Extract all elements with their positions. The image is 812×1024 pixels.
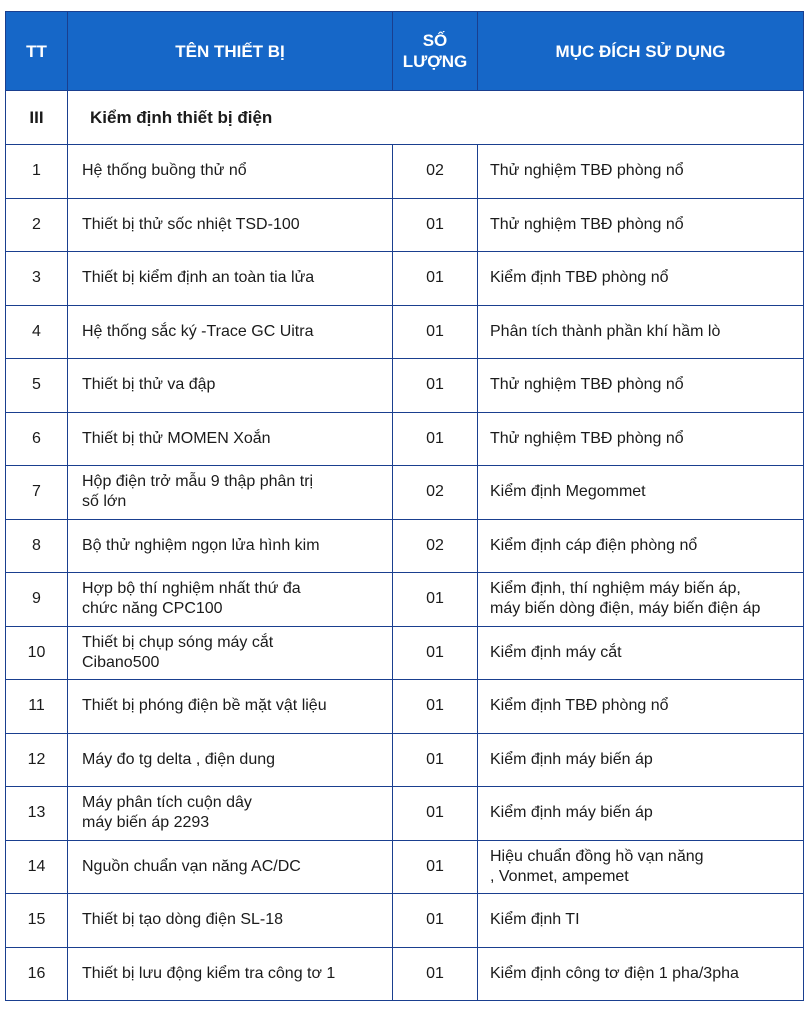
row-name: Thiết bị lưu động kiểm tra công tơ 1	[68, 947, 393, 1001]
row-tt: 9	[6, 573, 68, 627]
row-name-line1: Máy phân tích cuộn dây	[82, 794, 252, 812]
table-header	[6, 12, 804, 91]
row-name-line2: chức năng CPC100	[82, 600, 223, 618]
row-purpose	[478, 840, 804, 894]
row-name-line1: Thiết bị chụp sóng máy cắt	[82, 633, 274, 651]
row-purpose: Kiểm định TBĐ phòng nổ	[478, 252, 804, 306]
row-tt: 1	[6, 145, 68, 199]
row-purpose: Kiểm định máy biến áp	[478, 733, 804, 787]
row-name: Máy đo tg delta , điện dung	[68, 733, 393, 787]
row-qty: 01	[393, 359, 478, 413]
row-tt: 7	[6, 466, 68, 520]
row-qty: 01	[393, 733, 478, 787]
row-tt: 2	[6, 198, 68, 252]
row-name-line2: máy biến áp 2293	[82, 814, 210, 832]
row-purpose: Kiểm định công tơ điện 1 pha/3pha	[478, 947, 804, 1001]
row-purpose-line2: máy biến dòng điện, máy biến điện áp	[490, 600, 761, 618]
table-row	[6, 252, 804, 306]
row-name	[68, 787, 393, 841]
row-name	[68, 626, 393, 680]
header-tt: TT	[6, 12, 68, 91]
row-name-line2: số lớn	[82, 493, 127, 511]
table-row	[6, 947, 804, 1001]
row-purpose: Phân tích thành phần khí hầm lò	[478, 305, 804, 359]
section-number: III	[6, 91, 68, 145]
table-row	[6, 145, 804, 199]
row-qty: 01	[393, 947, 478, 1001]
row-tt: 10	[6, 626, 68, 680]
header-qty	[393, 12, 478, 91]
row-tt: 14	[6, 840, 68, 894]
row-name: Hệ thống sắc ký -Trace GC Uitra	[68, 305, 393, 359]
row-name: Thiết bị phóng điện bề mặt vật liệu	[68, 680, 393, 734]
section-title: Kiểm định thiết bị điện	[68, 91, 804, 145]
table-row	[6, 305, 804, 359]
row-purpose: Kiểm định máy cắt	[478, 626, 804, 680]
row-purpose: Kiểm định TBĐ phòng nổ	[478, 680, 804, 734]
row-name-line1: Hợp bộ thí nghiệm nhất thứ đa	[82, 580, 301, 598]
row-qty: 01	[393, 252, 478, 306]
row-purpose-line1: Kiểm định, thí nghiệm máy biến áp,	[490, 580, 741, 598]
row-tt: 15	[6, 894, 68, 948]
row-tt: 5	[6, 359, 68, 413]
section-row	[6, 91, 804, 145]
row-qty: 01	[393, 412, 478, 466]
row-purpose: Thử nghiệm TBĐ phòng nổ	[478, 145, 804, 199]
row-name: Hệ thống buồng thử nổ	[68, 145, 393, 199]
row-qty: 01	[393, 198, 478, 252]
row-qty: 01	[393, 626, 478, 680]
table-row	[6, 466, 804, 520]
row-name: Thiết bị thử sốc nhiệt TSD-100	[68, 198, 393, 252]
row-name: Nguồn chuẩn vạn năng AC/DC	[68, 840, 393, 894]
row-purpose: Kiểm định Megommet	[478, 466, 804, 520]
row-purpose: Kiểm định cáp điện phòng nổ	[478, 519, 804, 573]
row-tt: 3	[6, 252, 68, 306]
row-name: Thiết bị kiểm định an toàn tia lửa	[68, 252, 393, 306]
table-row	[6, 894, 804, 948]
row-name: Thiết bị thử MOMEN Xoắn	[68, 412, 393, 466]
row-purpose-line2: , Vonmet, ampemet	[490, 867, 629, 885]
row-name	[68, 466, 393, 520]
row-qty: 01	[393, 787, 478, 841]
row-purpose: Kiểm định TI	[478, 894, 804, 948]
row-tt: 6	[6, 412, 68, 466]
row-qty: 01	[393, 894, 478, 948]
table-row	[6, 359, 804, 413]
table-row	[6, 198, 804, 252]
header-qty-line2: LƯỢNG	[402, 52, 468, 71]
row-name: Thiết bị thử va đập	[68, 359, 393, 413]
row-qty: 01	[393, 840, 478, 894]
row-purpose: Thử nghiệm TBĐ phòng nổ	[478, 359, 804, 413]
table-row	[6, 626, 804, 680]
table-row	[6, 840, 804, 894]
equipment-table	[5, 11, 804, 1001]
table-row	[6, 733, 804, 787]
row-purpose: Kiểm định máy biến áp	[478, 787, 804, 841]
row-qty: 01	[393, 305, 478, 359]
row-purpose	[478, 573, 804, 627]
row-name	[68, 573, 393, 627]
row-name-line1: Hộp điện trở mẫu 9 thập phân trị	[82, 473, 314, 491]
row-qty: 02	[393, 466, 478, 520]
row-qty: 01	[393, 573, 478, 627]
row-name: Bộ thử nghiệm ngọn lửa hình kim	[68, 519, 393, 573]
row-name: Thiết bị tạo dòng điện SL-18	[68, 894, 393, 948]
row-qty: 02	[393, 519, 478, 573]
row-tt: 4	[6, 305, 68, 359]
table-row	[6, 573, 804, 627]
table-row	[6, 519, 804, 573]
header-qty-line1: SỐ	[422, 31, 448, 50]
table-row	[6, 680, 804, 734]
row-qty: 02	[393, 145, 478, 199]
table-row	[6, 787, 804, 841]
header-name: TÊN THIẾT BỊ	[68, 12, 393, 91]
row-name-line2: Cibano500	[82, 653, 160, 671]
row-tt: 16	[6, 947, 68, 1001]
row-tt: 11	[6, 680, 68, 734]
row-purpose: Thử nghiệm TBĐ phòng nổ	[478, 198, 804, 252]
row-tt: 13	[6, 787, 68, 841]
row-tt: 8	[6, 519, 68, 573]
row-purpose: Thử nghiệm TBĐ phòng nổ	[478, 412, 804, 466]
row-tt: 12	[6, 733, 68, 787]
row-qty: 01	[393, 680, 478, 734]
table-row	[6, 412, 804, 466]
header-purpose: MỤC ĐÍCH SỬ DỤNG	[478, 12, 804, 91]
row-purpose-line1: Hiệu chuẩn đồng hồ vạn năng	[490, 847, 704, 865]
